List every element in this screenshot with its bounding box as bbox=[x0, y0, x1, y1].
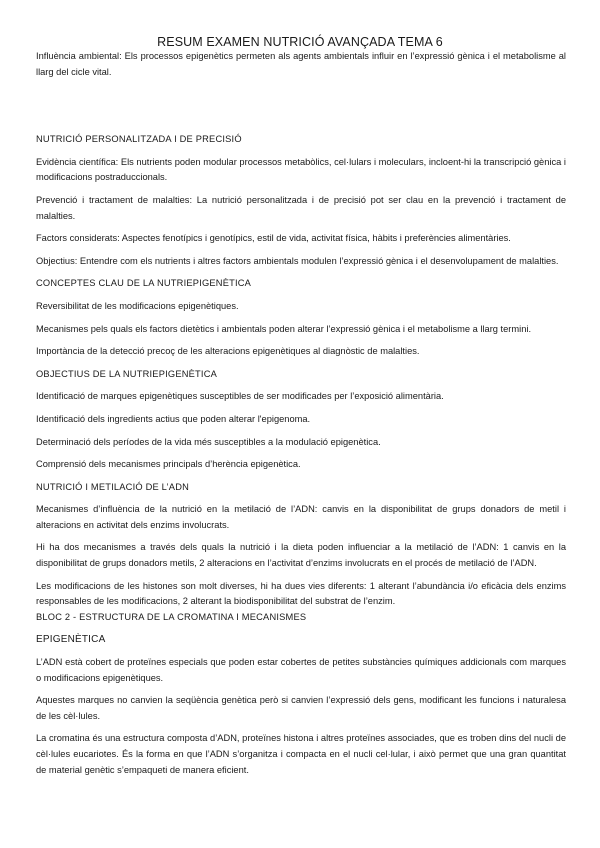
paragraph: Importància de la detecció precoç de les alteracions epigenètiques al diagnòstic de malalties. bbox=[36, 346, 420, 357]
section-heading: OBJECTIUS DE LA NUTRIEPIGENÈTICA bbox=[36, 368, 218, 379]
section-heading: NUTRICIÓ I METILACIÓ DE L’ADN bbox=[36, 481, 190, 492]
paragraph: Comprensió dels mecanismes principals d’herència epigenètica. bbox=[36, 459, 301, 470]
paragraph: Hi ha dos mecanismes a través dels quals la nutrició i la dieta poden influenciar a la metilació de l’ADN: 1 canvis en la disponibilitat de grups donadors metils, 2 alteracions en l’activitat d’enzims involucrats en el procés de metilació de l’ADN. bbox=[36, 542, 566, 569]
paragraph: Identificació dels ingredients actius que poden alterar l'epigenoma. bbox=[36, 413, 311, 424]
section-heading: CONCEPTES CLAU DE LA NUTRIEPIGENÈTICA bbox=[36, 278, 252, 289]
paragraph: Mecanismes d’influència de la nutrició en la metilació de l’ADN: canvis en la disponibilitat de grups donadors de metil i alteracions en activitat dels enzims involucrats. bbox=[36, 504, 566, 530]
paragraph: Determinació dels períodes de la vida més susceptibles a la modulació epigenètica. bbox=[36, 436, 381, 447]
section-heading: NUTRICIÓ PERSONALITZADA I DE PRECISIÓ bbox=[36, 134, 242, 145]
paragraph: Objectius: Entendre com els nutrients i altres factors ambientals modulen l’expressió gènica i el desenvolupament de malalties. bbox=[36, 255, 559, 266]
section-heading: BLOC 2 - ESTRUCTURA DE LA CROMATINA I MECANISMES bbox=[36, 611, 307, 622]
paragraph: Factors considerats: Aspectes fenotípics i genotípics, estil de vida, activitat física, hàbits i preferències alimentàries. bbox=[36, 233, 511, 244]
section-heading: EPIGENÈTICA bbox=[36, 634, 106, 646]
paragraph: L’ADN està cobert de proteïnes especials que poden estar cobertes de petites substàncies químiques addicionals com marques o modificacions epigenètiques. bbox=[36, 657, 566, 683]
paragraph: Evidència científica: Els nutrients poden modular processos metabòlics, cel·lulars i moleculars, incloent-hi la transcripció gènica i modificacions postraduccionals. bbox=[36, 156, 566, 183]
paragraph: Identificació de marques epigenètiques susceptibles de ser modificades per l’exposició alimentària. bbox=[36, 391, 444, 402]
paragraph: Les modificacions de les histones son molt diverses, hi ha dues vies diferents: 1 alterant l’abundància i/o eficàcia dels enzims responsables de les modificacions, 2 alterant la biodisponibilitat del substrat de l’enzim. bbox=[36, 580, 566, 607]
page-title: RESUM EXAMEN NUTRICIÓ AVANÇADA TEMA 6 bbox=[157, 35, 443, 49]
paragraph: Prevenció i tractament de malalties: La nutrició personalitzada i de precisió pot ser clau en la prevenció i tractament de malalties. bbox=[36, 194, 566, 221]
paragraph: Aquestes marques no canvien la seqüència genètica però si canvien l’expressió dels gens, modificant les funcions i naturalesa de les cèl·lules. bbox=[36, 695, 566, 721]
intro-paragraph: Influència ambiental: Els processos epigenètics permeten als agents ambientals influir en l’expressió gènica i el metabolisme al llarg del cicle vital. bbox=[36, 51, 566, 77]
paragraph: La cromatina és una estructura composta d’ADN, proteïnes histona i altres proteïnes associades, que es troben dins del nucli de cèl·lules eucariotes. És la forma en que l’ADN s’organitza i compacta en el nucli cel·lular, i això permet que una gran quantitat de material genètic s’empaqueti de manera eficient. bbox=[36, 733, 566, 775]
document-body bbox=[36, 49, 566, 778]
paragraph: Mecanismes pels quals els factors dietètics i ambientals poden alterar l’expressió gènica i el metabolisme a llarg termini. bbox=[36, 323, 532, 334]
paragraph: Reversibilitat de les modificacions epigenètiques. bbox=[36, 300, 239, 311]
